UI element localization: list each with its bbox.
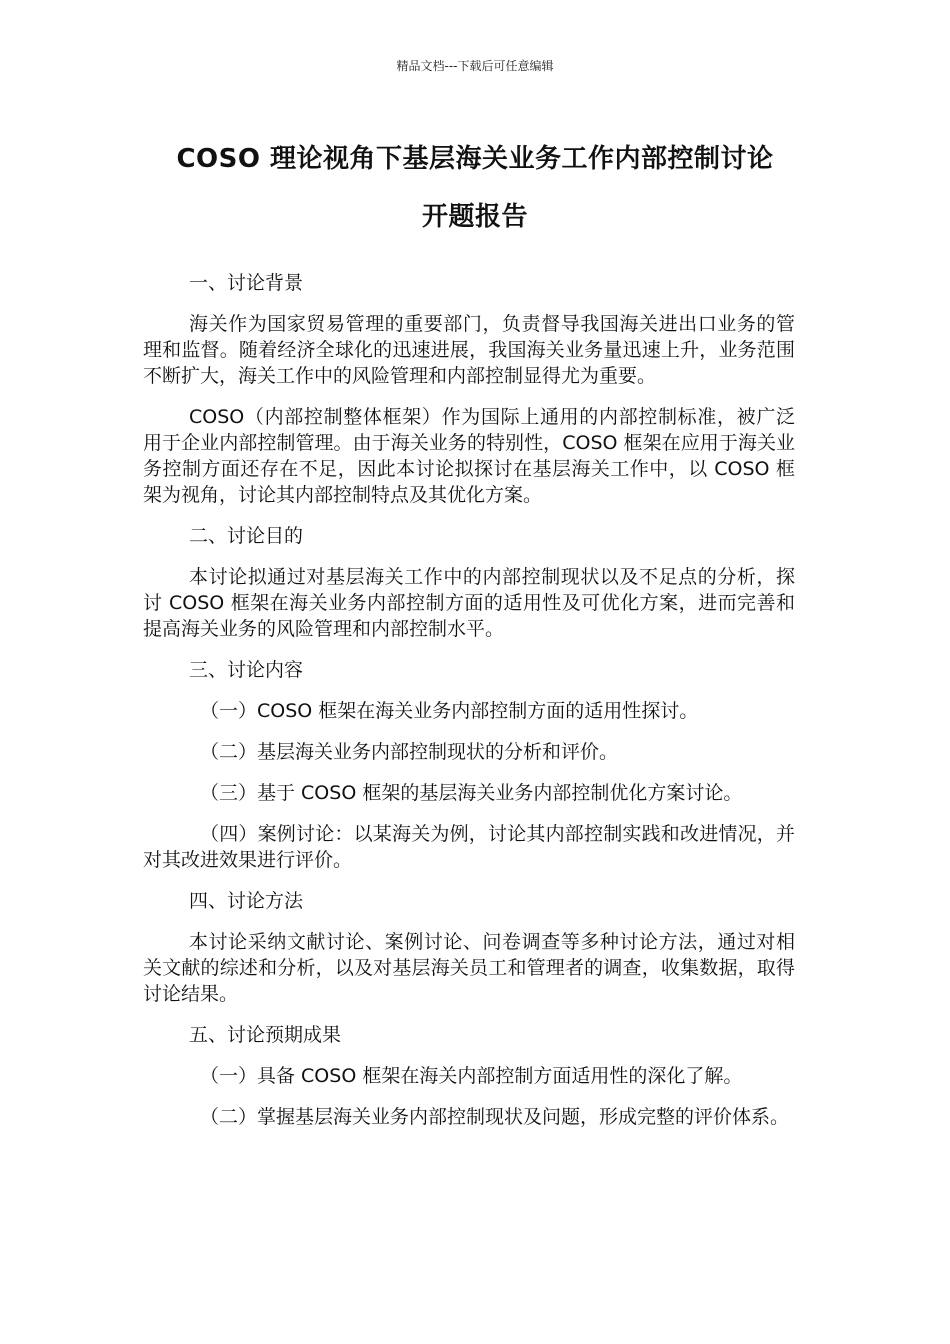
section-heading-background: 一、讨论背景 bbox=[189, 272, 304, 294]
list-item: （一）COSO 框架在海关业务内部控制方面的适用性探讨。 bbox=[200, 700, 699, 722]
document-body bbox=[143, 270, 795, 1145]
document-subtitle: 开题报告 bbox=[421, 202, 528, 232]
list-item: （四）案例讨论：以某海关为例，讨论其内部控制实践和改进情况，并对其改进效果进行评价。 bbox=[143, 823, 795, 871]
paragraph: 本讨论采纳文献讨论、案例讨论、问卷调查等多种讨论方法，通过对相关文献的综述和分析，以及对基层海关员工和管理者的调查，收集数据，取得讨论结果。 bbox=[143, 931, 795, 1005]
section-heading-method: 四、讨论方法 bbox=[189, 890, 304, 912]
list-item: （二）基层海关业务内部控制现状的分析和评价。 bbox=[200, 741, 619, 763]
paragraph: 海关作为国家贸易管理的重要部门，负责督导我国海关进出口业务的管理和监督。随着经济全球化的迅速进展，我国海关业务量迅速上升，业务范围不断扩大，海关工作中的风险管理和内部控制显得尤为重要。 bbox=[143, 313, 795, 387]
list-item: （一）具备 COSO 框架在海关内部控制方面适用性的深化了解。 bbox=[200, 1065, 743, 1087]
section-heading-content: 三、讨论内容 bbox=[189, 659, 304, 681]
paragraph: 本讨论拟通过对基层海关工作中的内部控制现状以及不足点的分析，探讨 COSO 框架在海关业务内部控制方面的适用性及可优化方案，进而完善和提高海关业务的风险管理和内部控制水平。 bbox=[143, 566, 795, 640]
document-title: COSO 理论视角下基层海关业务工作内部控制讨论 bbox=[176, 144, 774, 174]
section-heading-purpose: 二、讨论目的 bbox=[189, 525, 304, 547]
list-item: （三）基于 COSO 框架的基层海关业务内部控制优化方案讨论。 bbox=[200, 782, 743, 804]
paragraph: COSO（内部控制整体框架）作为国际上通用的内部控制标准，被广泛用于企业内部控制管理。由于海关业务的特别性，COSO 框架在应用于海关业务控制方面还存在不足，因此本讨论拟探讨在基层海关工作中，以 COSO 框架为视角，讨论其内部控制特点及其优化方案。 bbox=[143, 406, 795, 506]
header-note: 精品文档---下载后可任意编辑 bbox=[396, 59, 554, 73]
list-item: （二）掌握基层海关业务内部控制现状及问题，形成完整的评价体系。 bbox=[200, 1106, 790, 1128]
section-heading-outcomes: 五、讨论预期成果 bbox=[189, 1024, 342, 1046]
